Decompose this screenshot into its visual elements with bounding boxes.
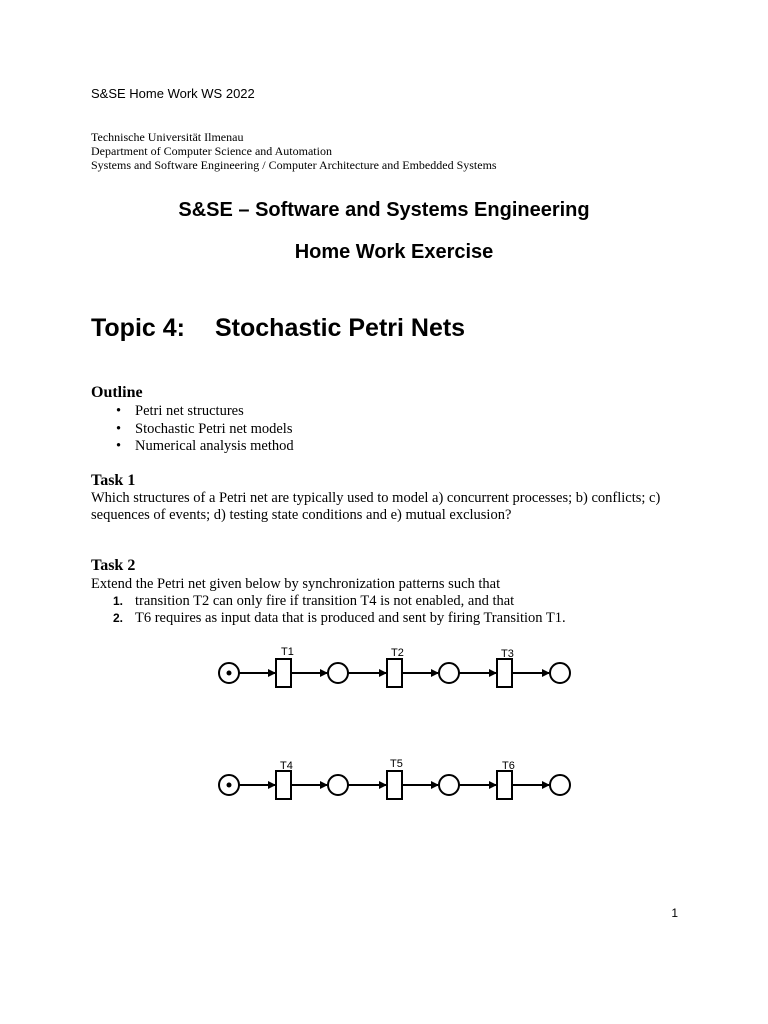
bullet-icon: • [116, 438, 122, 454]
transition-t3 [497, 659, 512, 687]
transition-label-t5: T5 [390, 758, 403, 770]
institution-university: Technische Universität Ilmenau [91, 130, 244, 144]
list-item: • Petri net structures [116, 403, 244, 419]
transition-t4 [276, 771, 291, 799]
transition-label-t6: T6 [502, 760, 515, 772]
token-icon [227, 783, 232, 788]
transition-label-t3: T3 [501, 648, 514, 660]
bullet-icon: • [116, 420, 122, 437]
transition-t5 [387, 771, 402, 799]
document-subtitle: Home Work Exercise [294, 241, 494, 263]
running-header: S&SE Home Work WS 2022 [91, 86, 255, 101]
list-item: • Numerical analysis method [116, 438, 294, 454]
topic-number: Topic 4: [91, 314, 185, 342]
place-p8 [550, 775, 570, 795]
topic-name: Stochastic Petri Nets [215, 314, 466, 342]
transition-t2 [387, 659, 402, 687]
task1-text: Which structures of a Petri net are typically used to model a) concurrent processes; b) conflicts; c) sequences of events; d) testing state conditions and e) mutual exclusion? [91, 490, 661, 523]
place-p4 [550, 663, 570, 683]
bullet-icon: • [116, 403, 122, 419]
place-p3 [439, 663, 459, 683]
petri-net-row-2 [219, 771, 570, 799]
transition-label-t2: T2 [391, 647, 404, 659]
page-number: 1 [671, 906, 678, 920]
list-item: 1. transition T2 can only fire if transition T4 is not enabled, and that [113, 593, 515, 609]
place-p2 [328, 663, 348, 683]
place-p7 [439, 775, 459, 795]
place-p6 [328, 775, 348, 795]
task2-heading: Task 2 [91, 557, 136, 574]
token-icon [227, 671, 232, 676]
list-item: 2. T6 requires as input data that is produced and sent by firing Transition T1. [113, 610, 566, 626]
transition-label-t1: T1 [281, 646, 294, 658]
task1-heading: Task 1 [91, 472, 136, 489]
transition-t6 [497, 771, 512, 799]
transition-label-t4: T4 [280, 760, 293, 772]
petri-net-row-1 [219, 659, 570, 687]
document-title: S&SE – Software and Systems Engineering [178, 199, 590, 221]
institution-group: Systems and Software Engineering / Computer Architecture and Embedded Systems [91, 158, 497, 172]
institution-department: Department of Computer Science and Automation [91, 144, 332, 158]
task2-intro: Extend the Petri net given below by synchronization patterns such that [91, 576, 501, 592]
outline-heading: Outline [91, 384, 143, 401]
transition-t1 [276, 659, 291, 687]
list-item: • Stochastic Petri net models [116, 420, 293, 437]
